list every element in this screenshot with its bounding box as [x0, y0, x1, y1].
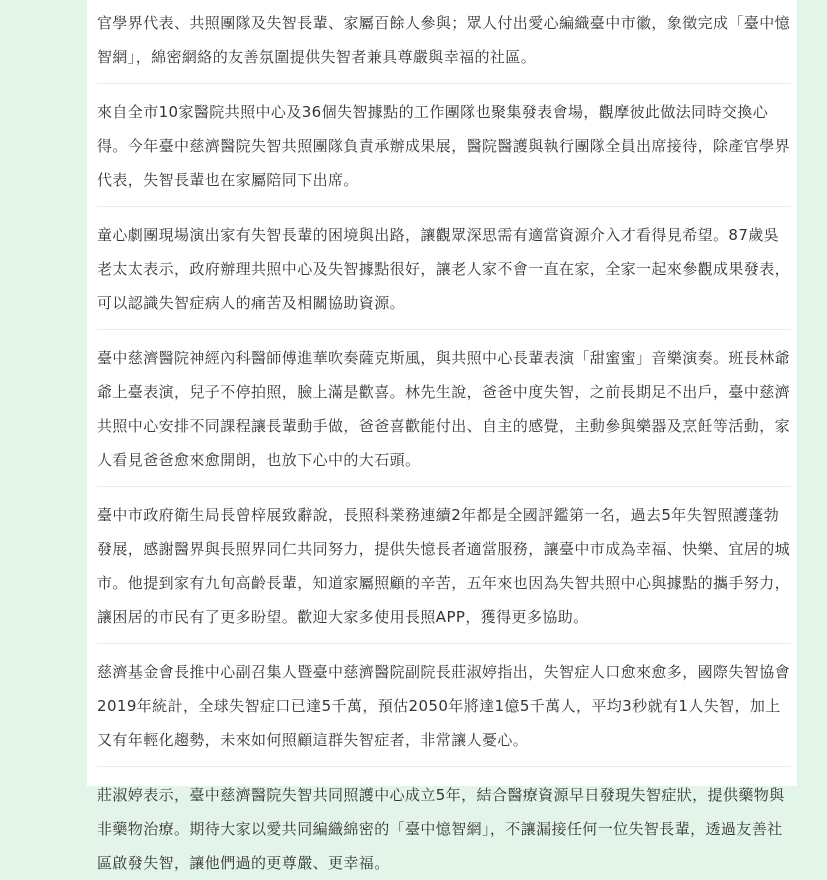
paragraph-divider — [97, 486, 791, 487]
paragraph-divider — [97, 83, 791, 84]
paragraph-divider — [97, 643, 791, 644]
article-paragraph-4: 臺中慈濟醫院神經內科醫師傅進華吹奏薩克斯風，與共照中心長輩表演「甜蜜蜜」音樂演奏。班長林爺爺上臺表演，兒子不停拍照，臉上滿是歡喜。林先生說，爸爸中度失智，之前長期足不出戶，臺中慈濟共照中心安排不同課程讓長輩動手做，爸爸喜歡能付出、自主的感覺，主動參與樂器及烹飪等活動，家人看見爸爸愈來愈開朗，也放下心中的大石頭。 — [97, 349, 791, 469]
article-paragraph-5: 臺中市政府衛生局長曾梓展致辭說，長照科業務連續2年都是全國評鑑第一名，過去5年失智照護蓬勃發展，感謝醫界與長照界同仁共同努力，提供失憶長者適當服務，讓臺中市成為幸福、快樂、宜居的城市。他提到家有九旬高齡長輩，知道家屬照顧的辛苦，五年來也因為失智共照中心與據點的攜手努力，讓困居的市民有了更多盼望。歡迎大家多使用長照APP，獲得更多協助。 — [97, 506, 791, 626]
article-paragraph-6: 慈濟基金會長推中心副召集人暨臺中慈濟醫院副院長莊淑婷指出，失智症人口愈來愈多，國際失智協會2019年統計，全球失智症口已達5千萬，預估2050年將達1億5千萬人，平均3秒就有1人失智，加上又有年輕化趨勢，未來如何照顧這群失智症者，非常讓人憂心。 — [97, 663, 791, 749]
article-paragraph-3: 童心劇團現場演出家有失智長輩的困境與出路，讓觀眾深思需有適當資源介入才看得見希望。87歲吳老太太表示，政府辦理共照中心及失智據點很好，讓老人家不會一直在家，全家一起來參觀成果發表，可以認識失智症病人的痛苦及相關協助資源。 — [97, 226, 791, 312]
article-paragraph-1: 官學界代表、共照團隊及失智長輩、家屬百餘人參與；眾人付出愛心編織臺中市徽，象徵完成「臺中憶智網」，綿密網絡的友善氛圍提供失智者兼具尊嚴與幸福的社區。 — [97, 14, 791, 66]
paragraph-divider — [97, 766, 791, 767]
article-page — [87, 0, 797, 872]
article-paragraph-7: 莊淑婷表示，臺中慈濟醫院失智共同照護中心成立5年，結合醫療資源早日發現失智症狀，提供藥物與非藥物治療。期待大家以愛共同編織綿密的「臺中憶智網」，不讓漏接任何一位失智長輩，透過友善社區啟發失智，讓他們過的更尊嚴、更幸福。 — [97, 786, 785, 872]
article-body — [87, 0, 797, 880]
article-paragraph-2: 來自全市10家醫院共照中心及36個失智據點的工作團隊也聚集發表會場，觀摩彼此做法同時交換心得。今年臺中慈濟醫院失智共照團隊負責承辦成果展，醫院醫護與執行團隊全員出席接待，除產官學界代表，失智長輩也在家屬陪同下出席。 — [97, 103, 791, 189]
paragraph-divider — [97, 206, 791, 207]
paragraph-divider — [97, 329, 791, 330]
